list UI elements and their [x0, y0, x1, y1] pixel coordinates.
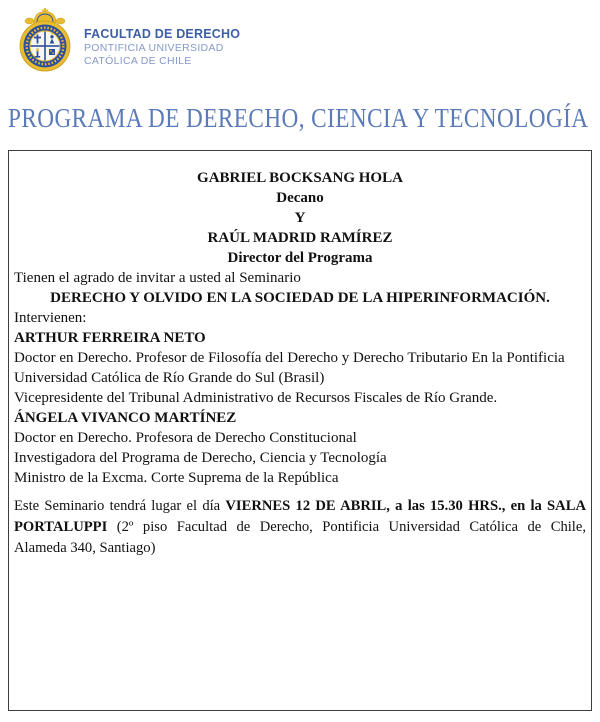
- seminar-title: DERECHO Y OLVIDO EN LA SOCIEDAD DE LA HIPERINFORMACIÓN.: [50, 290, 550, 306]
- host-1-name: GABRIEL BOCKSANG HOLA: [197, 170, 403, 186]
- letterhead-text: [75, 8, 240, 68]
- speaker-2-bio-line: Investigadora del Programa de Derecho, Ciencia y Tecnología: [14, 450, 387, 466]
- speakers-label: Intervienen:: [14, 310, 87, 326]
- host-2-role: Director del Programa: [227, 250, 373, 266]
- university-name-line2: CATÓLICA DE CHILE: [84, 55, 192, 67]
- host-2-name: RAÚL MADRID RAMÍREZ: [207, 230, 393, 246]
- schedule-paragraph: [14, 496, 586, 559]
- speaker-2-bio-line: Doctor en Derecho. Profesora de Derecho Constitucional: [14, 430, 357, 446]
- host-1-role: Decano: [276, 190, 324, 206]
- speaker-1-bio-line: Universidad Católica de Río Grande do Sul (Brasil): [14, 370, 325, 386]
- speaker-2-bio-line: Ministro de la Excma. Corte Suprema de la República: [14, 470, 339, 486]
- schedule-line-2-normal: (2º piso Facultad de Derecho, Pontificia Universidad Católica de Chile,: [107, 519, 586, 535]
- speaker-1-name: ARTHUR FERREIRA NETO: [14, 330, 206, 346]
- schedule-line-1-normal: Este Seminario tendrá lugar el día: [14, 498, 226, 514]
- university-crest-icon: [15, 8, 75, 72]
- schedule-line-3: Alameda 340, Santiago): [14, 540, 156, 556]
- program-banner: [8, 101, 592, 135]
- schedule-line-2: [14, 517, 586, 538]
- schedule-line-2-bold: PORTALUPPI: [14, 519, 108, 535]
- invitation-box: [8, 150, 592, 711]
- letterhead: [15, 8, 240, 72]
- schedule-line-1-bold: VIERNES 12 DE ABRIL, a las 15.30 HRS., en la SALA: [225, 498, 586, 514]
- speaker-1-bio-line: Doctor en Derecho. Profesor de Filosofía del Derecho y Derecho Tributario En la Pontificia: [14, 350, 565, 366]
- faculty-name: FACULTAD DE DERECHO: [84, 27, 241, 41]
- hosts-conjunction: Y: [294, 210, 306, 226]
- program-title: PROGRAMA DE DERECHO, CIENCIA Y TECNOLOGÍA: [8, 103, 589, 133]
- schedule-line-1: [14, 496, 586, 517]
- speaker-1-bio-line: Vicepresidente del Tribunal Administrativo de Recursos Fiscales de Río Grande.: [14, 390, 498, 406]
- speaker-2-name: ÁNGELA VIVANCO MARTÍNEZ: [14, 410, 237, 426]
- university-name-line1: PONTIFICIA UNIVERSIDAD: [84, 42, 224, 54]
- invitation-intro: Tienen el agrado de invitar a usted al Seminario: [14, 270, 301, 286]
